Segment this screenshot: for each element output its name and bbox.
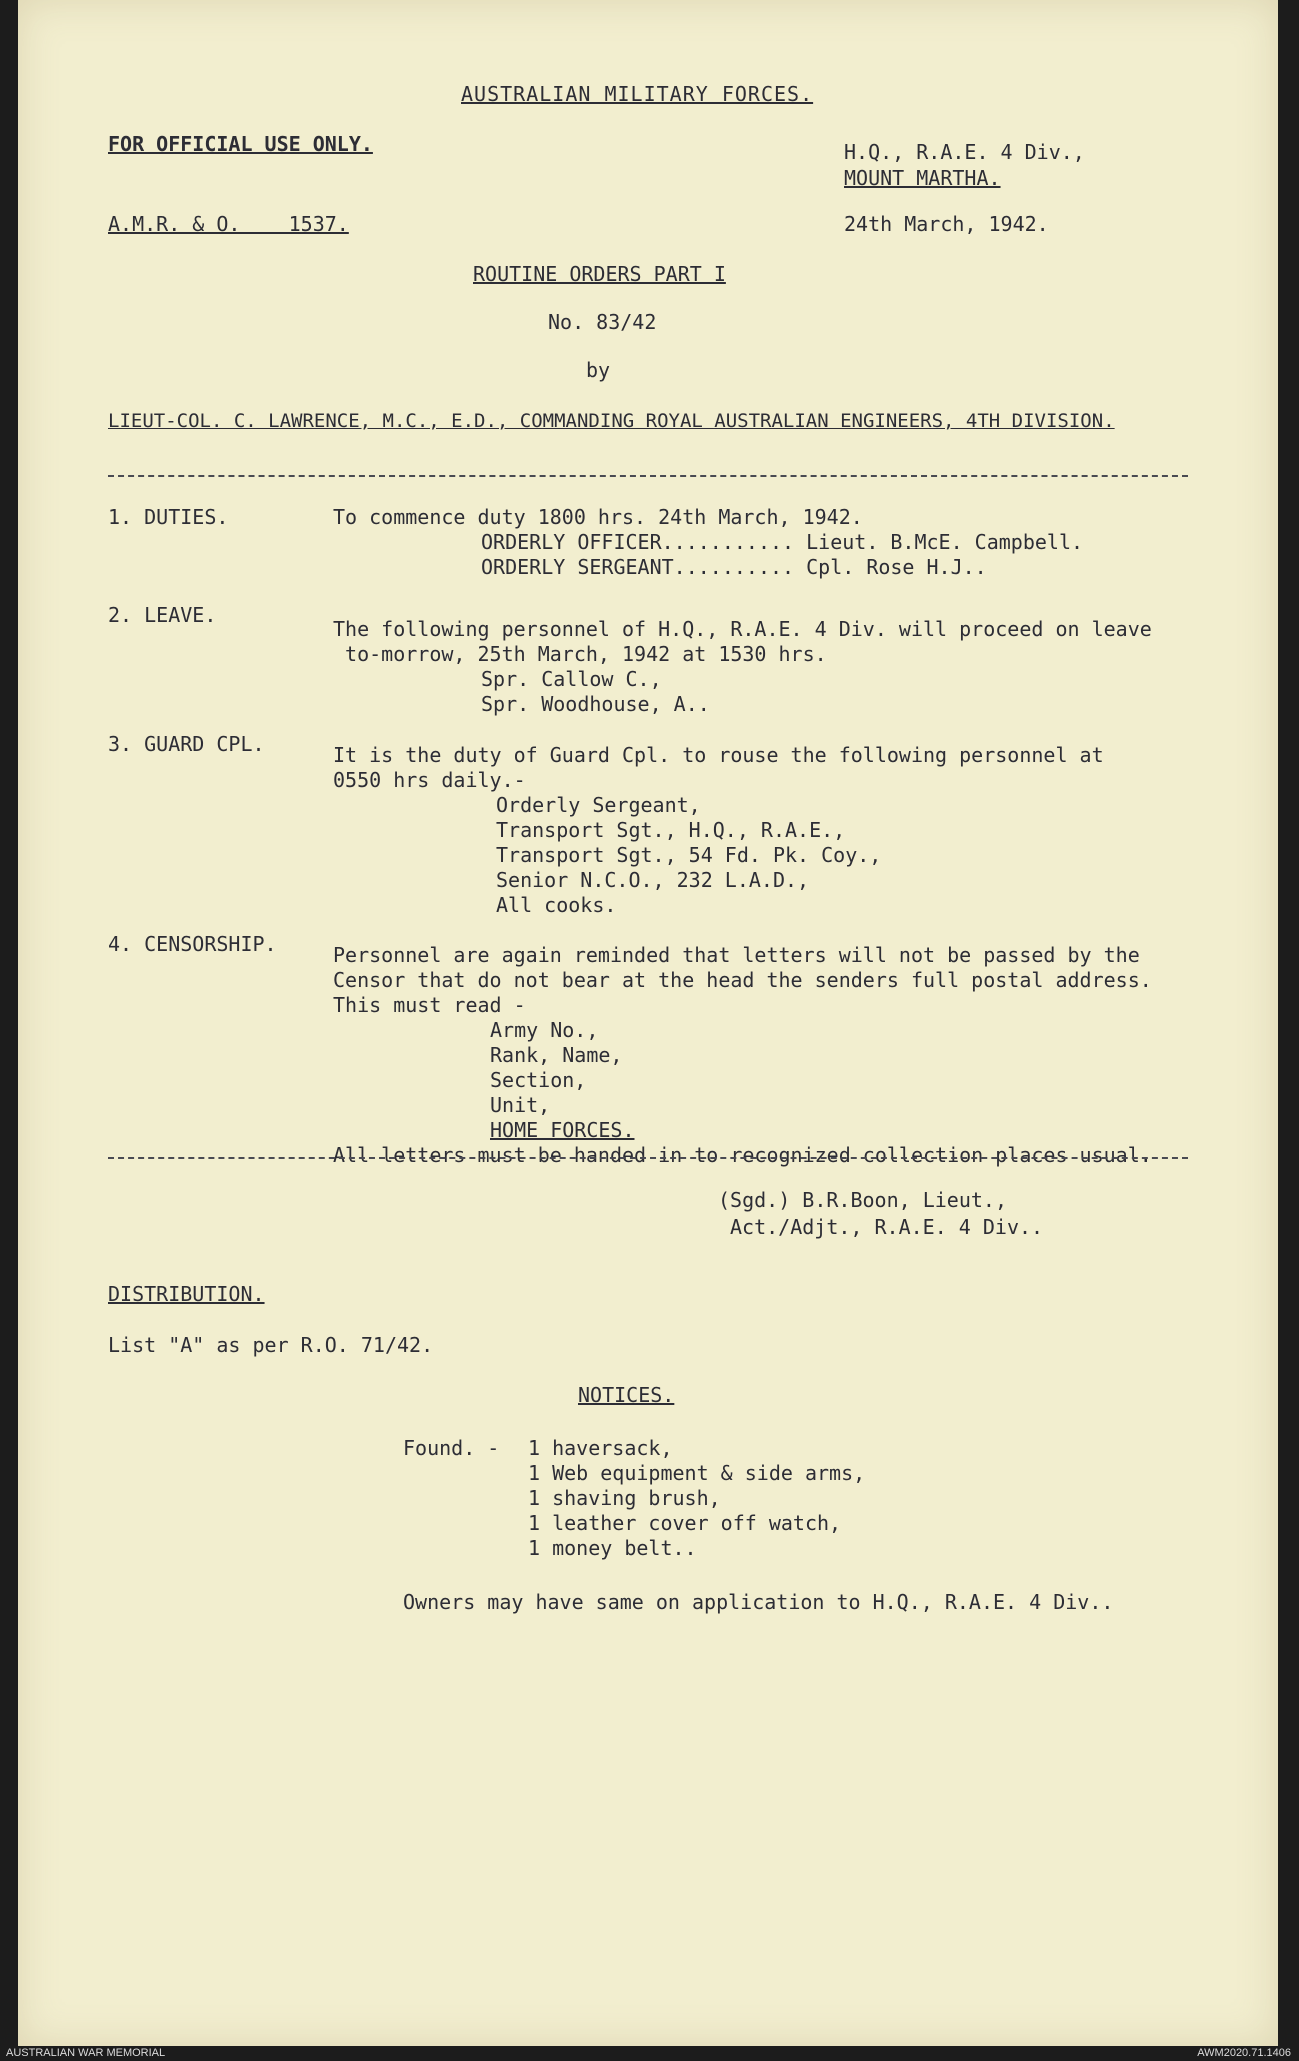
item-line: HOME FORCES. — [490, 1118, 635, 1142]
item-line: to-morrow, 25th March, 1942 at 1530 hrs. — [333, 642, 827, 666]
item-heading-guard-cpl: 3. GUARD CPL. — [108, 732, 265, 756]
item-line: This must read - — [333, 993, 526, 1017]
item-line: ORDERLY SERGEANT.......... Cpl. Rose H.J.. — [481, 555, 987, 579]
item-heading-duties: 1. DUTIES. — [108, 505, 229, 529]
separator-line — [108, 475, 1188, 477]
archive-reference: AWM2020.71.1406 — [1197, 2047, 1291, 2059]
item-line: 0550 hrs daily.- — [333, 768, 526, 792]
item-line: Senior N.C.O., 232 L.A.D., — [496, 868, 810, 892]
distribution-text: List "A" as per R.O. 71/42. — [108, 1333, 434, 1357]
orders-title: ROUTINE ORDERS PART I — [473, 262, 726, 286]
classification-label: FOR OFFICIAL USE ONLY. — [108, 132, 373, 156]
item-line: Transport Sgt., H.Q., R.A.E., — [496, 818, 846, 842]
signature-line2: Act./Adjt., R.A.E. 4 Div.. — [730, 1215, 1044, 1239]
item-line: Spr. Callow C., — [481, 667, 662, 691]
separator-line — [108, 1157, 1188, 1159]
item-heading-censorship: 4. CENSORSHIP. — [108, 932, 277, 956]
notices-heading: NOTICES. — [578, 1383, 675, 1407]
item-line: Orderly Sergeant, — [496, 793, 701, 817]
commander-line: LIEUT-COL. C. LAWRENCE, M.C., E.D., COMMANDING ROYAL AUSTRALIAN ENGINEERS, 4TH DIVISION. — [108, 410, 1115, 432]
document-page — [18, 0, 1278, 2046]
document-title: AUSTRALIAN MILITARY FORCES. — [461, 82, 814, 106]
reference-number: A.M.R. & O. 1537. — [108, 212, 349, 236]
hq-address-line2: MOUNT MARTHA. — [844, 166, 1001, 190]
notice-item: 1 Web equipment & side arms, — [528, 1461, 866, 1485]
orders-by: by — [586, 358, 611, 382]
distribution-heading: DISTRIBUTION. — [108, 1282, 265, 1306]
item-line: Army No., — [490, 1018, 599, 1042]
item-heading-leave: 2. LEAVE. — [108, 603, 217, 627]
hq-address-line1: H.Q., R.A.E. 4 Div., — [844, 140, 1085, 164]
item-line: Censor that do not bear at the head the senders full postal address. — [333, 968, 1152, 992]
notice-item: 1 shaving brush, — [528, 1486, 721, 1510]
signature-line1: (Sgd.) B.R.Boon, Lieut., — [718, 1188, 1007, 1212]
item-line: ORDERLY OFFICER........... Lieut. B.McE. Campbell. — [481, 530, 1084, 554]
orders-number: No. 83/42 — [548, 310, 657, 334]
archive-institution: AUSTRALIAN WAR MEMORIAL — [6, 2047, 166, 2059]
item-line: Spr. Woodhouse, A.. — [481, 692, 710, 716]
item-line: To commence duty 1800 hrs. 24th March, 1942. — [333, 505, 863, 529]
item-line: Transport Sgt., 54 Fd. Pk. Coy., — [496, 843, 882, 867]
item-line: The following personnel of H.Q., R.A.E. 4 Div. will proceed on leave — [333, 617, 1152, 641]
notice-item: 1 leather cover off watch, — [528, 1511, 842, 1535]
document-date: 24th March, 1942. — [844, 212, 1049, 236]
item-line: Rank, Name, — [490, 1043, 623, 1067]
archive-footer — [0, 2046, 1299, 2061]
item-line: Section, — [490, 1068, 587, 1092]
item-line: All cooks. — [496, 893, 617, 917]
notices-footer: Owners may have same on application to H.Q., R.A.E. 4 Div.. — [403, 1590, 1114, 1614]
item-line: It is the duty of Guard Cpl. to rouse the following personnel at — [333, 743, 1104, 767]
found-label: Found. - — [403, 1436, 500, 1460]
notice-item: 1 money belt.. — [528, 1536, 697, 1560]
item-line: All letters must be handed in to recognized collection places usual. — [333, 1143, 1152, 1167]
item-line: Personnel are again reminded that letters will not be passed by the — [333, 943, 1140, 967]
notice-item: 1 haversack, — [528, 1436, 673, 1460]
item-line: Unit, — [490, 1093, 551, 1117]
